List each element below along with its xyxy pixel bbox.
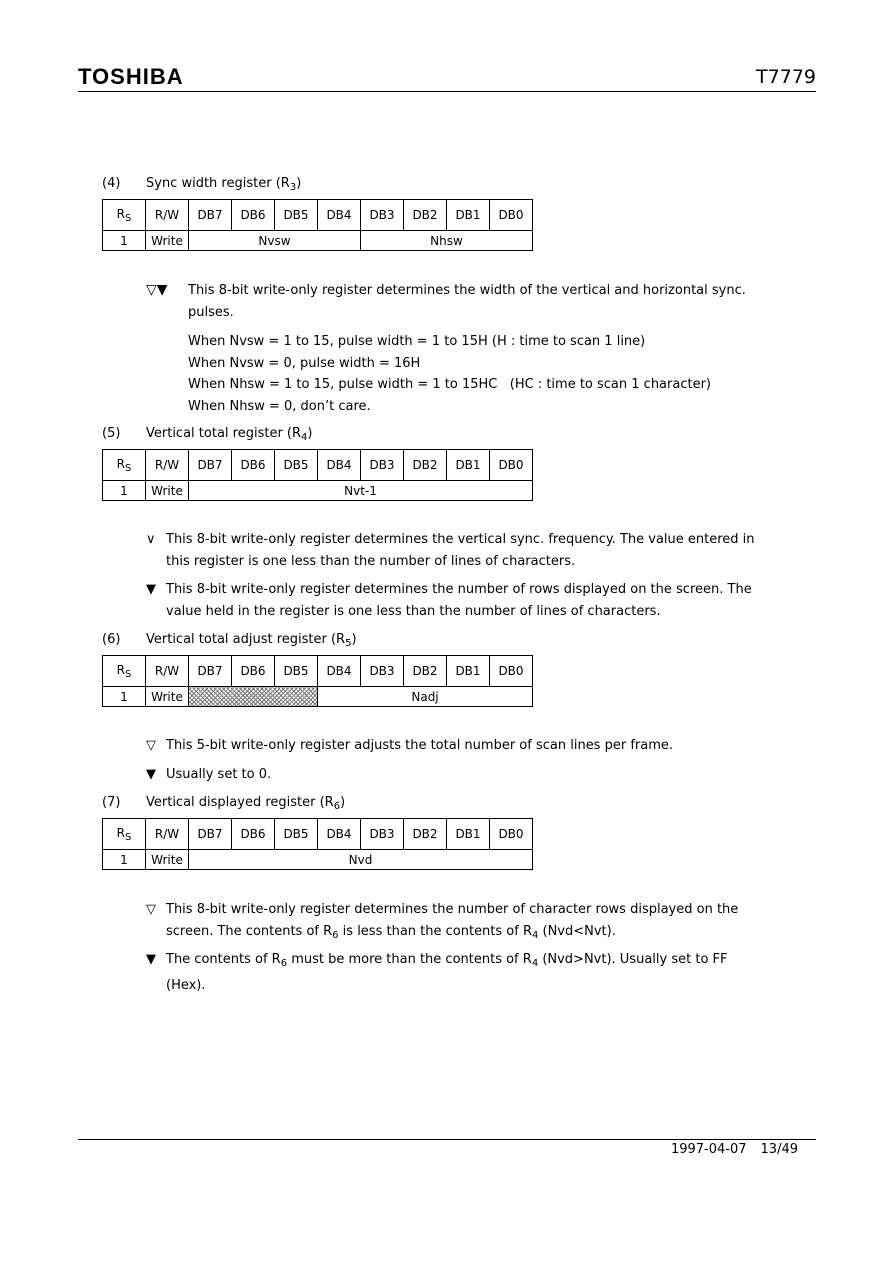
note-r3: ▽▼ This 8-bit write-only register determines the width of the vertical and horizontal sync. pulses. [146, 282, 746, 320]
open-triangle-icon: ▽ [146, 738, 156, 753]
section-7-heading: (7) Vertical displayed register $(R_6)$ [102, 795, 346, 812]
chevron-down-icon: ∨ [146, 532, 156, 547]
field-nvd: Nvd [189, 850, 533, 870]
filled-triangle-icon: ▼ [146, 767, 156, 782]
section-5-heading: (5) Vertical total register $(R_4)$ [102, 426, 313, 443]
note-r6-fill: ▼ The contents of $R_6$ must be more than the contents of $R_4$ (Nvd>Nvt). Usually set to FF (Hex). [146, 949, 804, 996]
filled-triangle-icon: ▼ [146, 582, 156, 597]
brand-logo: TOSHIBA [78, 64, 184, 89]
footer [657, 1142, 798, 1157]
note-r5-fill: ▼ Usually set to 0. [146, 764, 804, 786]
note-r6-open: ▽ This 8-bit write-only register determines the number of character rows displayed on the screen. The contents of $R_6$ is less than the contents of $R_4$ (Nvd<Nvt). [146, 899, 804, 946]
rs-header: $R_S$ [103, 200, 146, 231]
header-rule [78, 91, 816, 92]
field-nvsw: Nvsw [189, 231, 361, 251]
field-nadj: Nadj [318, 687, 533, 707]
part-number: T7779 [756, 66, 816, 88]
note-r4-open: ∨ This 8-bit write-only register determines the vertical sync. frequency. The value entered in this register is one less than the number of lines of characters. [146, 529, 804, 572]
open-triangle-icon: ▽ [146, 282, 157, 298]
register-table-r6: $R_S$ R/W DB7 DB6 DB5 DB4 DB3 DB2 DB1 DB0 1 Write Nvd [102, 818, 533, 870]
register-table-r4: $R_S$ R/W DB7 DB6 DB5 DB4 DB3 DB2 DB1 DB0 1 Write Nvt-1 [102, 449, 533, 501]
footer-date: 1997-04-07 [670, 1142, 747, 1157]
section-4-heading: (4) Sync width register $(R_3)$ [102, 176, 302, 193]
open-triangle-icon: ▽ [146, 902, 156, 917]
note-r5-open: ▽ This 5-bit write-only register adjusts the total number of scan lines per frame. [146, 735, 804, 757]
r3-details: When Nvsw = 1 to 15, pulse width = 1 to 15H (H : time to scan 1 line) When Nvsw = 0, pulse width = 16H When Nhsw = 1 to 15, pulse width = 1 to 15HC (HC : time to scan 1 character) When Nhsw = 0, don’t care. [188, 334, 711, 414]
field-nhsw: Nhsw [361, 231, 533, 251]
register-table-r5: $R_S$ R/W DB7 DB6 DB5 DB4 DB3 DB2 DB1 DB0 1 Write Nadj [102, 655, 533, 707]
register-table-r3: $R_S$ R/W DB7 DB6 DB5 DB4 DB3 DB2 DB1 DB0 1 Write Nvsw Nhsw [102, 199, 533, 251]
note-r4-fill: ▼ This 8-bit write-only register determines the number of rows displayed on the screen. The value held in the register is one less than the number of lines of characters. [146, 579, 804, 622]
section-6-heading: (6) Vertical total adjust register $(R_5)$ [102, 632, 357, 649]
filled-triangle-icon: ▼ [146, 952, 156, 967]
filled-triangle-icon: ▼ [156, 282, 168, 298]
field-nvt: Nvt-1 [189, 481, 533, 501]
footer-rule [78, 1139, 816, 1140]
unused-bits-hatch [189, 687, 318, 707]
footer-page: 13/49 [760, 1142, 798, 1157]
